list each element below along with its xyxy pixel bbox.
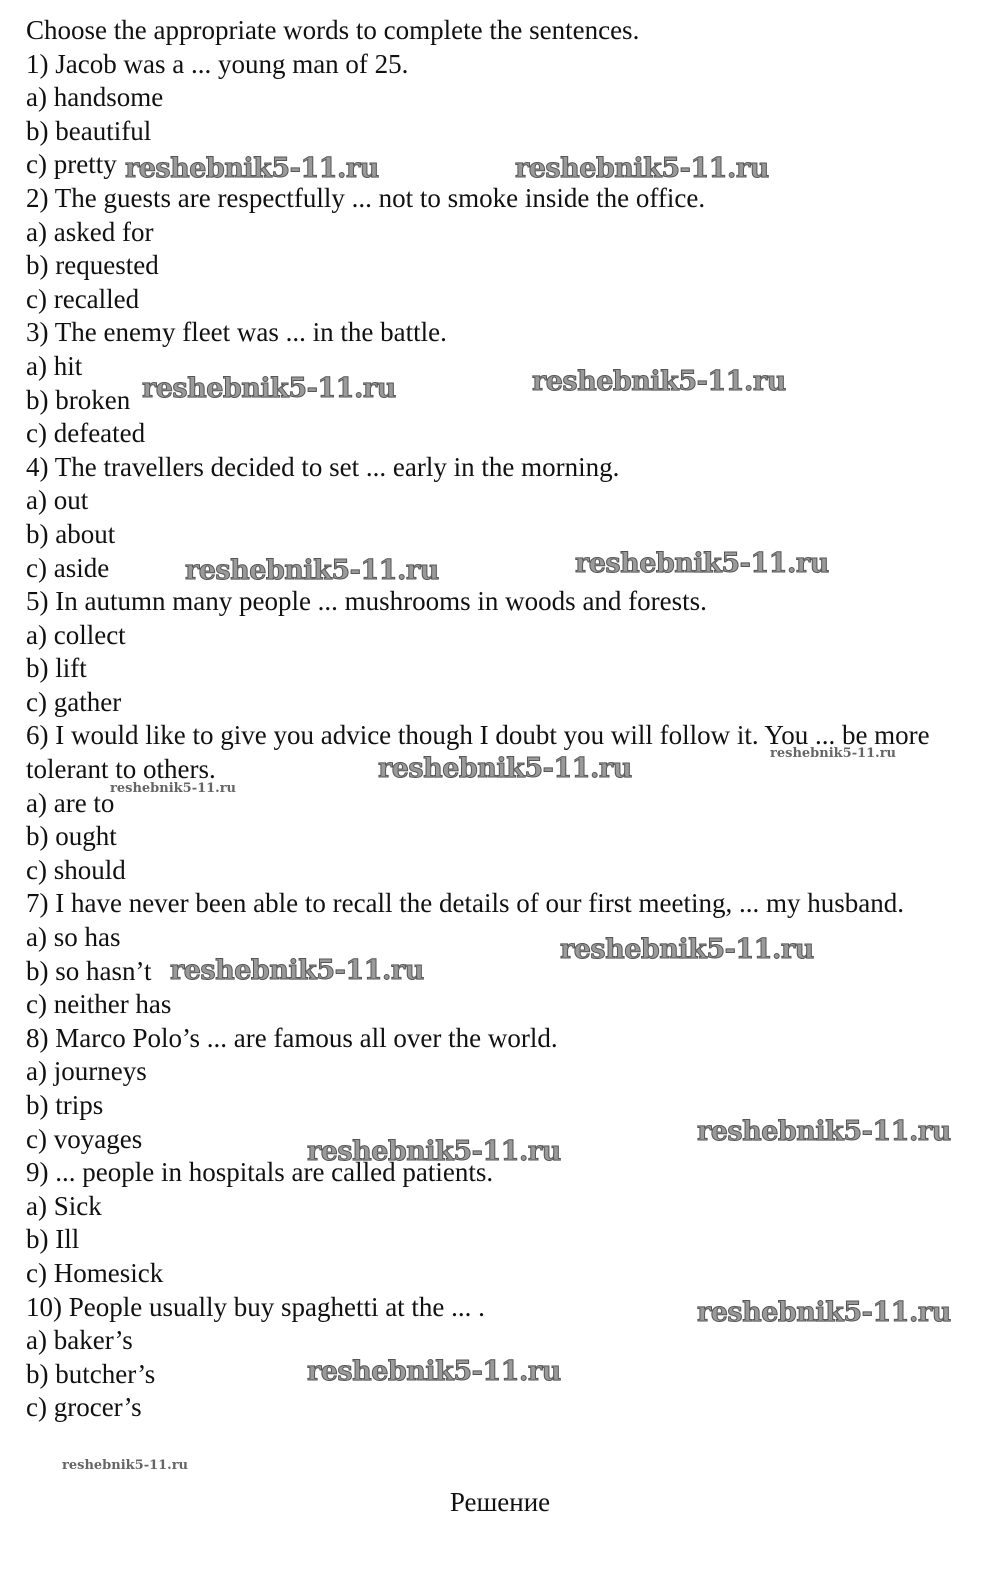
question-text: 6) I would like to give you advice though I doubt you will follow it. You ... be more tolerant to others. xyxy=(26,720,930,785)
option-c: c) gather xyxy=(26,686,122,717)
option-c: c) should xyxy=(26,854,126,885)
option-a: a) baker’s xyxy=(26,1325,133,1356)
watermark: reshebnik5-11.ru xyxy=(575,548,829,579)
question-4 xyxy=(26,451,976,585)
option-c: c) defeated xyxy=(26,418,146,449)
watermark: reshebnik5-11.ru xyxy=(170,955,424,986)
option-b: b) about xyxy=(26,518,116,549)
question-text: 10) People usually buy spaghetti at the ... . xyxy=(26,1291,485,1322)
option-a: a) collect xyxy=(26,619,126,650)
question-9 xyxy=(26,1156,976,1290)
option-b: b) trips xyxy=(26,1090,104,1120)
option-c: c) recalled xyxy=(26,283,140,314)
watermark: reshebnik5-11.ru xyxy=(142,373,396,404)
option-c: c) grocer’s xyxy=(26,1392,142,1423)
watermark: reshebnik5-11.ru xyxy=(307,1136,561,1167)
option-c: c) Homesick xyxy=(26,1257,164,1288)
option-c: c) aside xyxy=(26,552,110,583)
question-text: 7) I have never been able to recall the details of our first meeting, ... my husband. xyxy=(26,888,904,919)
exercise-page xyxy=(26,14,976,1425)
option-a: a) asked for xyxy=(26,216,154,247)
watermark: reshebnik5-11.ru xyxy=(532,366,786,397)
question-text: 4) The travellers decided to set ... early in the morning. xyxy=(26,451,620,482)
instruction-text: Choose the appropriate words to complete the sentences. xyxy=(26,15,640,45)
option-b: b) requested xyxy=(26,250,159,281)
option-b: b) broken xyxy=(26,384,131,415)
option-b: b) beautiful xyxy=(26,115,152,146)
watermark: reshebnik5-11.ru xyxy=(697,1116,951,1147)
option-a: a) handsome xyxy=(26,82,164,113)
question-text: 5) In autumn many people ... mushrooms in woods and forests. xyxy=(26,586,707,617)
option-b: b) ought xyxy=(26,821,117,852)
watermark: reshebnik5-11.ru xyxy=(110,781,237,796)
option-a: a) Sick xyxy=(26,1190,102,1221)
question-5 xyxy=(26,585,976,719)
question-text: 8) Marco Polo’s ... are famous all over the world. xyxy=(26,1022,558,1053)
option-b: b) so hasn’t xyxy=(26,955,152,986)
watermark: reshebnik5-11.ru xyxy=(185,555,439,586)
question-text: 3) The enemy fleet was ... in the battle. xyxy=(26,317,447,348)
option-b: b) Ill xyxy=(26,1224,80,1255)
watermark: reshebnik5-11.ru xyxy=(378,753,632,784)
watermark: reshebnik5-11.ru xyxy=(62,1458,189,1473)
question-text: 2) The guests are respectfully ... not to smoke inside the office. xyxy=(26,182,706,213)
watermark: reshebnik5-11.ru xyxy=(515,153,769,184)
option-a: a) out xyxy=(26,485,89,516)
option-c: c) neither has xyxy=(26,989,172,1020)
option-c: c) voyages xyxy=(26,1123,143,1154)
watermark: reshebnik5-11.ru xyxy=(125,153,379,184)
option-c: c) pretty xyxy=(26,149,117,180)
option-a: a) are to xyxy=(26,787,115,818)
option-a: a) so has xyxy=(26,922,121,953)
question-text: 9) ... people in hospitals are called patients. xyxy=(26,1157,494,1188)
option-a: a) journeys xyxy=(26,1056,147,1087)
question-2 xyxy=(26,182,976,316)
watermark: reshebnik5-11.ru xyxy=(560,934,814,965)
question-text: 1) Jacob was a ... young man of 25. xyxy=(26,48,409,79)
option-b: b) lift xyxy=(26,653,87,684)
watermark: reshebnik5-11.ru xyxy=(697,1297,951,1328)
watermark: reshebnik5-11.ru xyxy=(307,1356,561,1387)
option-a: a) hit xyxy=(26,350,83,381)
question-6 xyxy=(26,719,976,887)
question-7 xyxy=(26,887,976,1021)
option-b: b) butcher’s xyxy=(26,1358,156,1389)
solution-heading: Решение xyxy=(449,1487,551,1517)
watermark: reshebnik5-11.ru xyxy=(770,746,897,761)
